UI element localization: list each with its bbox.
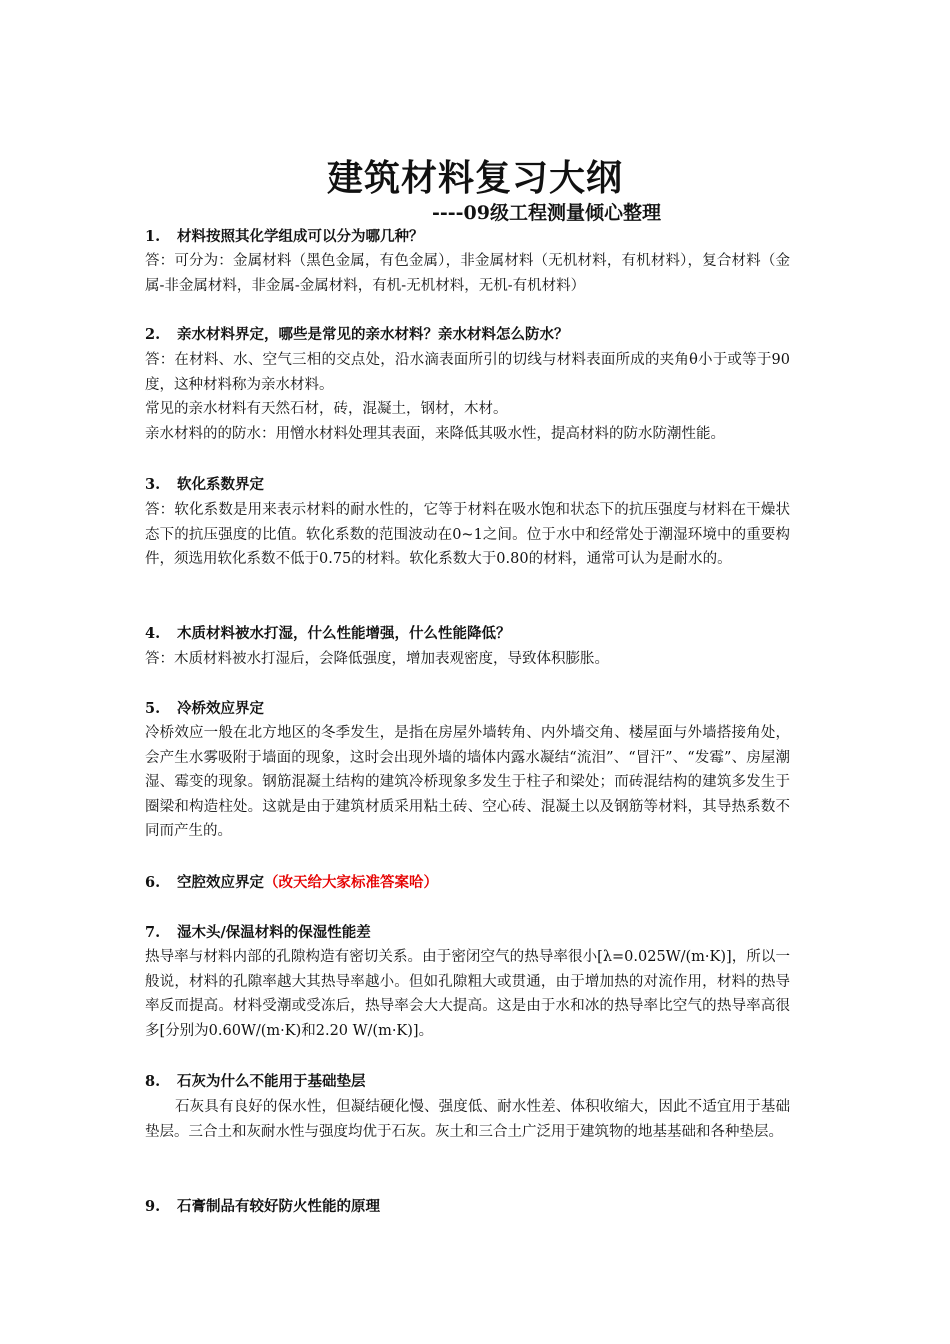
question-text: 亲水材料界定，哪些是常见的亲水材料？亲水材料怎么防水？ (177, 326, 569, 343)
question-heading (145, 1195, 795, 1219)
question-text: 冷桥效应界定 (177, 700, 264, 717)
answer-paragraph: 石灰具有良好的保水性，但凝结硬化慢、强度低、耐水性差、体积收缩大，因此不适宜用于基础垫层。三合土和灰耐水性与强度均优于石灰。灰土和三合土广泛用于建筑物的地基基础和各种垫层。 (145, 1099, 790, 1140)
question-text: 空腔效应界定 (177, 874, 264, 891)
question-text: 石灰为什么不能用于基础垫层 (177, 1073, 366, 1090)
answer-paragraph: 答：软化系数是用来表示材料的耐水性的，它等于材料在吸水饱和状态下的抗压强度与材料在干燥状态下的抗压强度的比值。软化系数的范围波动在0~1之间。位于水中和经常处于潮湿环境中的重要构件，须选用软化系数不低于0.75的材料。软化系数大于0.80的材料，通常可认为是耐水的。 (145, 502, 790, 567)
question-heading (145, 225, 795, 249)
question-number: 7. (145, 924, 161, 941)
question-number: 9. (145, 1198, 161, 1215)
answer-block (145, 721, 790, 844)
question-number: 5. (145, 700, 161, 717)
document-subtitle: ----09级工程测量倾心整理 (432, 202, 661, 224)
answer-paragraph: 常见的亲水材料有天然石材，砖，混凝土，钢材，木材。 (145, 401, 508, 417)
question-heading (145, 871, 795, 895)
question-number: 3. (145, 476, 161, 493)
answer-block (145, 1095, 790, 1144)
question-heading (145, 323, 795, 347)
answer-block (145, 249, 790, 298)
answer-paragraph: 答：可分为：金属材料（黑色金属，有色金属），非金属材料（无机材料，有机材料），复合材料（金属-非金属材料，非金属-金属材料，有机-无机材料，无机-有机材料） (145, 253, 790, 294)
answer-paragraph: 冷桥效应一般在北方地区的冬季发生，是指在房屋外墙转角、内外墙交角、楼屋面与外墙搭接角处，会产生水雾吸附于墙面的现象，这时会出现外墙的墙体内露水凝结“流泪”、“冒汗”、“发霉”、房屋潮湿、霉变的现象。钢筋混凝土结构的建筑冷桥现象多发生于柱子和梁处；而砖混结构的建筑多发生于圈梁和构造柱处。这就是由于建筑材质采用粘土砖、空心砖、混凝土以及钢筋等材料，其导热系数不同而产生的。 (145, 725, 790, 839)
answer-paragraph: 答：在材料、水、空气三相的交点处，沿水滴表面所引的切线与材料表面所成的夹角θ小于或等于90度，这种材料称为亲水材料。 (145, 352, 790, 393)
answer-paragraph: 亲水材料的的防水：用憎水材料处理其表面，来降低其吸水性，提高材料的防水防潮性能。 (145, 425, 725, 442)
question-number: 1. (145, 228, 161, 245)
question-number: 4. (145, 625, 161, 642)
question-number: 6. (145, 874, 161, 891)
answer-paragraph: 热导率与材料内部的孔隙构造有密切关系。由于密闭空气的热导率很小[λ=0.025W/(m·K)]，所以一般说，材料的孔隙率越大其热导率越小。但如孔隙粗大或贯通，由于增加热的对流作用，材料的热导率反而提高。材料受潮或受冻后，热导率会大大提高。这是由于水和冰的热导率比空气的热导率高很多[分别为0.60W/(m·K)和2.20 W/(m·K)]。 (145, 949, 790, 1039)
answer-block (145, 945, 790, 1043)
question-heading (145, 473, 795, 497)
question-text: 木质材料被水打湿，什么性能增强，什么性能降低？ (177, 625, 511, 642)
answer-block (145, 647, 790, 672)
question-text: 软化系数界定 (177, 476, 264, 493)
question-text: 湿木头/保温材料的保湿性能差 (177, 924, 371, 941)
answer-block (145, 498, 790, 572)
question-text: 石膏制品有较好防火性能的原理 (177, 1198, 380, 1215)
question-heading (145, 1070, 795, 1094)
question-heading (145, 697, 795, 721)
question-number: 2. (145, 326, 161, 343)
question-number: 8. (145, 1073, 161, 1090)
question-text: 材料按照其化学组成可以分为哪几种？ (177, 228, 424, 245)
document-title: 建筑材料复习大纲 (326, 157, 623, 199)
question-note: （改天给大家标准答案哈） (264, 874, 438, 891)
question-heading (145, 622, 795, 646)
answer-paragraph: 答：木质材料被水打湿后，会降低强度，增加表观密度，导致体积膨胀。 (145, 651, 609, 667)
question-heading (145, 921, 795, 945)
answer-block (145, 348, 790, 446)
